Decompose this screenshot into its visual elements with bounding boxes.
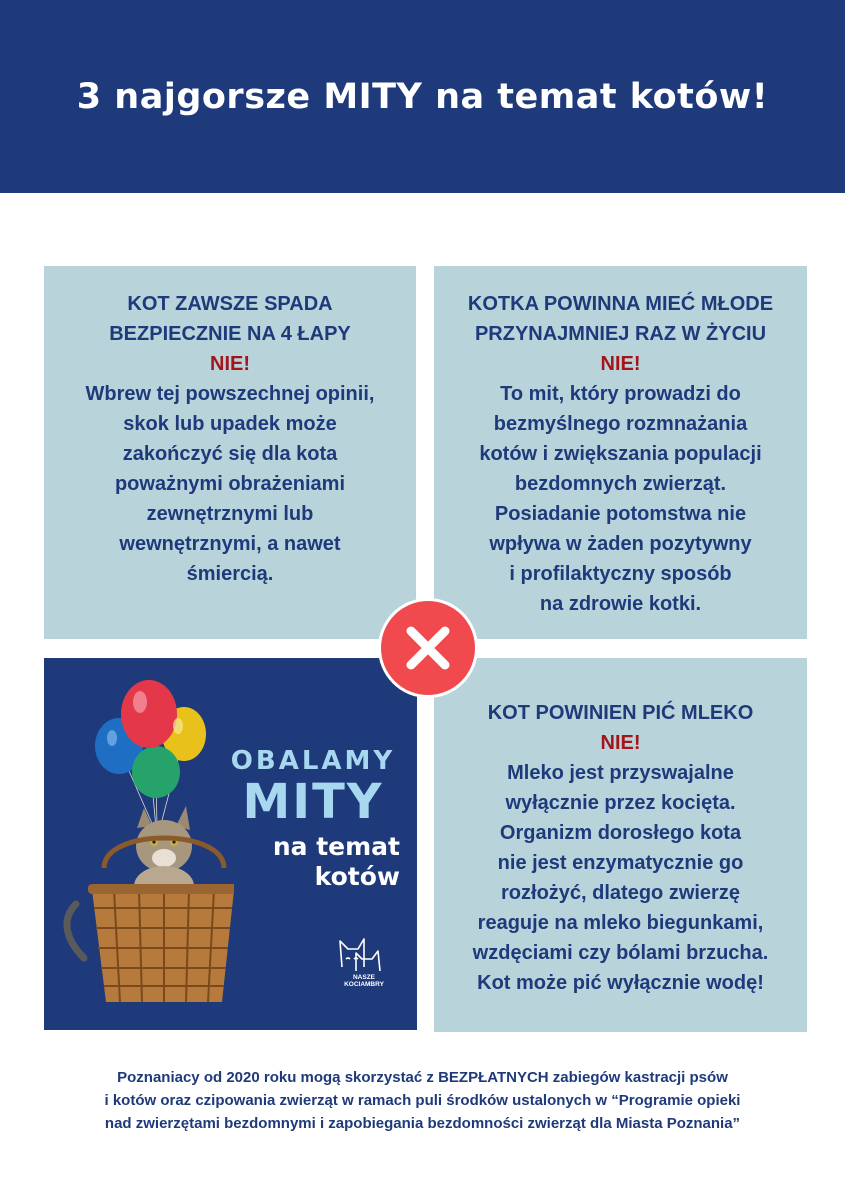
logo-wordmark: NASZE KOCIAMBRY bbox=[344, 974, 384, 988]
myth-card-3 bbox=[434, 658, 807, 1032]
myth-verdict: NIE! bbox=[210, 353, 250, 375]
myth-title: KOT ZAWSZE SPADA BEZPIECZNIE NA 4 ŁAPY bbox=[109, 293, 351, 345]
close-x-icon bbox=[378, 598, 478, 698]
myth-title: KOTKA POWINNA MIEĆ MŁODE PRZYNAJMNIEJ RAZ W ŻYCIU bbox=[467, 293, 774, 345]
myth-verdict: NIE! bbox=[600, 732, 641, 754]
myth-explanation: Mleko jest przyswajalne wyłącznie przez kocięta. Organizm dorosłego kota nie jest enzymatycznie go rozłożyć, dlatego zwierzę reaguje na mleko biegunkami, wzdęciami czy bólami brzucha. Kot może pić wyłącznie wodę! bbox=[472, 762, 769, 994]
myth-card-2 bbox=[434, 266, 807, 639]
myth-title: KOT POWINIEN PIĆ MLEKO bbox=[487, 702, 754, 724]
myth-card-1 bbox=[44, 266, 416, 639]
myth-explanation: Wbrew tej powszechnej opinii, skok lub upadek może zakończyć się dla kota poważnymi obrażeniami zewnętrznymi lub wewnętrznymi, a nawet śmiercią. bbox=[85, 383, 375, 585]
promo-subheading: na temat kotów bbox=[272, 832, 400, 891]
footer-note: Poznaniacy od 2020 roku mogą skorzystać z BEZPŁATNYCH zabiegów kastracji psów i kotów oraz czipowania zwierząt w ramach puli środków ustalonych w “Programie opieki nad zwierzętami bezdomnymi i zapobiegania bezdomności zwierząt dla Miasta Poznania” bbox=[104, 1069, 741, 1132]
page-title: 3 najgorsze MITY na temat kotów! bbox=[76, 76, 769, 117]
cat-balloon-illustration bbox=[44, 658, 234, 1030]
promo-panel bbox=[44, 658, 417, 1030]
myth-verdict: NIE! bbox=[600, 353, 641, 375]
myth-explanation: To mit, który prowadzi do bezmyślnego rozmnażania kotów i zwiększania populacji bezdomnych zwierząt. Posiadanie potomstwa nie wpływa w żaden pozytywny i profilaktyczny sposób na zdrowie kotki. bbox=[479, 383, 762, 615]
promo-heading-obalamy: OBALAMY bbox=[230, 746, 396, 776]
x-mark-icon bbox=[381, 601, 475, 695]
promo-heading-mity: MITY bbox=[242, 774, 384, 830]
header-banner bbox=[0, 0, 845, 193]
